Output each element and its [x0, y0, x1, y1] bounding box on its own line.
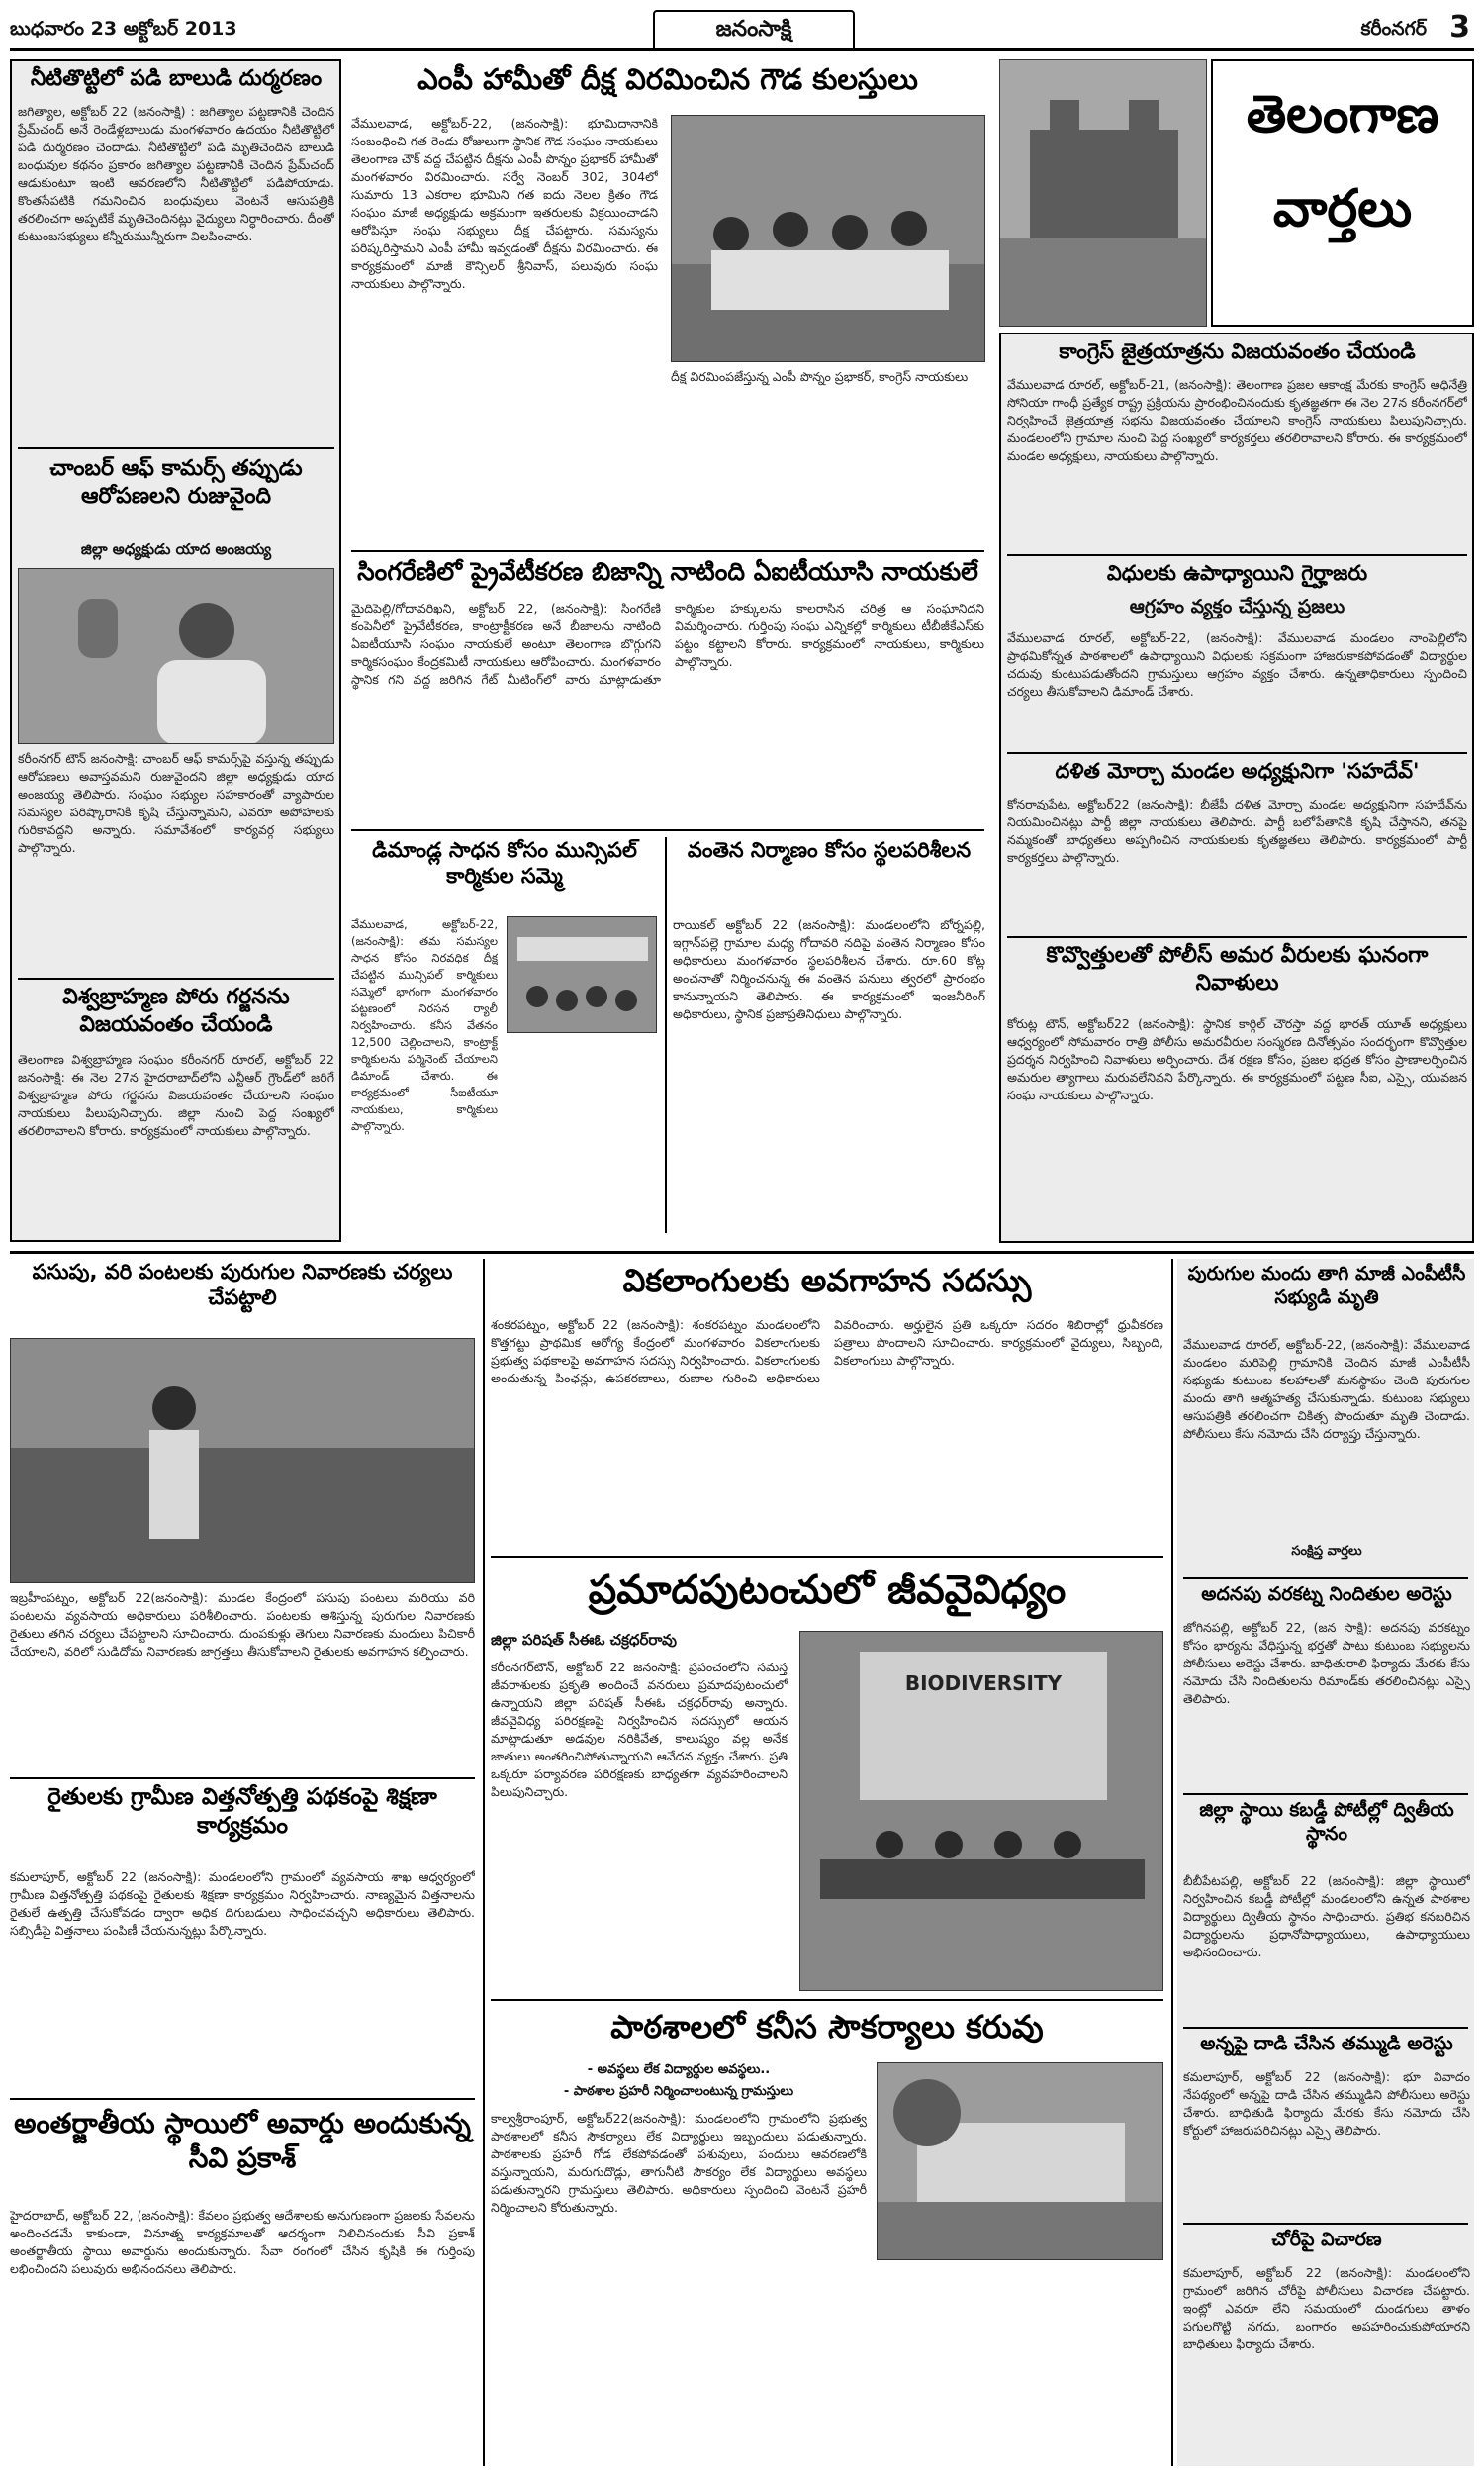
headline: కొవ్వొత్తులతో పోలీస్ అమర వీరులకు ఘనంగా నివాళులు [1046, 943, 1429, 996]
issue-date: బుధవారం 23 అక్టోబర్ 2013 [10, 18, 237, 40]
divider [1007, 554, 1467, 556]
divider [351, 550, 984, 552]
subheadline: - పాఠశాల ప్రహరీ నిర్మించాలంటున్న గ్రామస్తులు [563, 2084, 794, 2099]
headline: వికలాంగులకు అవగాహన సదస్సు [622, 1262, 1032, 1299]
article-body: కోరుట్ల టౌన్, అక్టోబర్22 (జనంసాక్షి): స్థానిక కార్గిల్ చౌరస్తా వద్ద భారత్ యూత్ అధ్యక్షులు ఆధ్వర్యంలో సోమవారం రాత్రి పోలీసు అమరవీరుల సంస్మరణ దినోత్సవం సందర్భంగా కొవ్వొత్తుల ప్రదర్శన నిర్వహించి నివాళులు అర్పించారు. దేశ రక్షణ కోసం, ప్రజల భద్రత కోసం ప్రాణాలర్పించిన అమరుల త్యాగాలు మరువలేనివని పేర్కొన్నారు. ఈ కార్యక్రమంలో పట్టణ సీఐ, ఎస్సై, యువజన సంఘ నాయకులు పాల్గొన్నారు. [1007, 1016, 1467, 1102]
divider [1007, 936, 1467, 938]
divider [1183, 2223, 1468, 2225]
column-divider [665, 837, 667, 1233]
page-header [10, 8, 1474, 51]
article-body: హైదరాబాద్, అక్టోబర్ 22, (జనంసాక్షి): కేవలం ప్రభుత్వ ఆదేశాలకు అనుగుణంగా ప్రజలకు సేవలను అందించడమే కాకుండా, వినూత్న కార్యక్రమాలతో ఆదర్శంగా నిలిచినందుకు సీవి ప్రకాశ్ అంతర్జాతీయ స్థాయి అవార్డును అందుకున్నారు. సేవా రంగంలో చేసిన కృషికి ఈ గుర్తింపు లభించిందని పలువురు అభినందనలు తెలిపారు. [10, 2208, 475, 2276]
article-photo [18, 568, 334, 744]
headline: పసుపు, వరి పంటలకు పురుగుల నివారణకు చర్యలు చేపట్టాలి [32, 1260, 453, 1310]
article-body: కరీంనగర్ టౌన్ జనంసాక్షి: చాంబర్ ఆఫ్ కామర్స్‌పై వస్తున్న తప్పుడు ఆరోపణలు అవాస్తవమని రుజువైందని జిల్లా అధ్యక్షుడు యాద అంజయ్య తెలిపారు. సంఘం సభ్యుల సహకారంతో వ్యాపారుల సమస్యల పరిష్కారానికి కృషి చేస్తున్నామని, ఎవరూ అపోహలకు గురికావద్దని అన్నారు. సమావేశంలో కార్యవర్గ సభ్యులు పాల్గొన్నారు. [18, 751, 334, 855]
divider [18, 978, 334, 980]
headline: వంతెన నిర్మాణం కోసం స్థలపరిశీలన [687, 838, 972, 862]
article-body: రాయికల్ అక్టోబర్ 22 (జనంసాక్షి): మండలంలోని బోర్నపల్లి, ఇగ్గాన్‌పల్లె గ్రామాల మధ్య గోదావరి నదిపై వంతెన నిర్మాణం కోసం అధికారులు మంగళవారం స్థలపరిశీలన చేశారు. రూ.60 కోట్ల అంచనాతో నిర్మించనున్న ఈ వంతెన పనులు త్వరలో ప్రారంభం కానున్నాయని తెలిపారు. ఈ కార్యక్రమంలో ఇంజనీరింగ్ అధికారులు, స్థానిక ప్రజాప్రతినిధులు పాల్గొన్నారు. [673, 917, 985, 1021]
headline: జిల్లా స్థాయి కబడ్డీ పోటీల్లో ద్వితీయ స్థానం [1199, 1799, 1454, 1845]
headline: చాంబర్ ఆఫ్ కామర్స్ తప్పుడు ఆరోపణలని రుజువైంది [49, 456, 303, 509]
article-photo [877, 2062, 1163, 2260]
article-body: వేములవాడ రూరల్, అక్టోబర్-22, (జనంసాక్షి): వేములవాడ మండలం మరిపెల్లి గ్రామానికి చెందిన మాజీ ఎంపీటీసీ సభ్యుడు కుటుంబ కలహాలతో మనస్థాపం చెంది పురుగుల మందు తాగి ఆత్మహత్య చేసుకున్నాడు. కుటుంబ సభ్యులు ఆసుపత్రికి తరలించగా చికిత్స పొందుతూ మృతి చెందాడు. పోలీసులు కేసు నమోదు చేసి దర్యాప్తు చేస్తున్నారు. [1183, 1337, 1470, 1441]
divider [18, 447, 334, 449]
subheadline: - అవస్థలు లేక విద్యార్థుల అవస్థలు.. [587, 2062, 771, 2077]
column-divider [1171, 1259, 1173, 2466]
page-divider [10, 1251, 1474, 1254]
headline: అంతర్జాతీయ స్థాయిలో అవార్డు అందుకున్న సీవి ప్రకాశ్ [14, 2107, 471, 2174]
divider [491, 1556, 1163, 1558]
subheadline: ఆగ్రహం వ్యక్తం చేస్తున్న ప్రజలు [1129, 596, 1345, 618]
school-building-photo-icon [878, 2063, 1163, 2260]
headline: విధులకు ఉపాధ్యాయిని గైర్హాజరు [1106, 561, 1368, 585]
article-body: కోనరావుపేట, అక్టోబర్22 (జనంసాక్షి): బీజేపీ దళిత మోర్చా మండల అధ్యక్షునిగా సహదేవ్‌ను నియమించినట్లు పార్టీ జిల్లా నాయకులు తెలిపారు. పార్టీ బలోపేతానికి కృషి చేస్తానని, తనపై నమ్మకంతో బాధ్యతలు అప్పగించిన నాయకులకు కృతజ్ఞతలు తెలిపారు. కార్యక్రమంలో పార్టీ కార్యకర్తలు పాల్గొన్నారు. [1007, 797, 1467, 865]
article-photo [799, 1631, 1163, 1991]
headline: నీటితొట్టిలో పడి బాలుడి దుర్మరణం [30, 66, 323, 91]
article-photo [507, 916, 657, 1033]
column-divider [483, 1259, 485, 2466]
section-banner-line1: తెలంగాణ [1246, 85, 1439, 144]
headline: సింగరేణిలో ప్రైవేటీకరణ బిజాన్ని నాటింది ఏఐటీయూసి నాయకులే [357, 557, 978, 586]
headline: పురుగుల మందు తాగి మాజీ ఎంపీటీసీ సభ్యుడి మృతి [1187, 1263, 1466, 1308]
headline: అదనపు వరకట్న నిందితుల అరెస్టు [1201, 1583, 1452, 1605]
article-photo [10, 1338, 475, 1583]
divider [351, 829, 984, 831]
protest-photo-icon [508, 917, 657, 1033]
divider [10, 1777, 475, 1779]
article-body: జోగినపల్లి, అక్టోబర్ 22, (జన సాక్షి): అదనపు వరకట్నం కోసం భార్యను వేధిస్తున్న భర్తతో పాటు కుటుంబ సభ్యులను పోలీసులు అరెస్టు చేశారు. బాధితురాలి ఫిర్యాదు మేరకు కేసు నమోదు చేసి నిందితులను రిమాండ్‌కు తరలించినట్లు ఎస్సై తెలిపారు. [1183, 1620, 1470, 1706]
banner-text: BIODIVERSITY [904, 1671, 1063, 1695]
fort-photo [999, 59, 1207, 327]
subheadline: జిల్లా అధ్యక్షుడు యాద అంజయ్య [80, 540, 272, 558]
headline: చోరీపై విచారణ [1271, 2229, 1382, 2250]
article-body: కమలాపూర్, అక్టోబర్ 22 (జనంసాక్షి): భూ వివాదం నేపథ్యంలో అన్నపై దాడి చేసిన తమ్ముడిని పోలీసులు అరెస్టు చేశారు. బాధితుడి ఫిర్యాదు మేరకు కేసు నమోదు చేసి కోర్టులో హాజరుపరిచినట్లు ఎస్సై తెలిపారు. [1183, 2069, 1470, 2138]
article-body: వేములవాడ రూరల్, అక్టోబర్-21, (జనంసాక్షి): తెలంగాణ ప్రజల ఆకాంక్ష మేరకు కాంగ్రెస్ అధినేత్రి సోనియా గాంధీ ప్రత్యేక రాష్ట్ర ప్రక్రియను ప్రారంభించినందుకు కృతజ్ఞతగా ఈ నెల 27న కరీంనగర్‌లో నిర్వహించే జైత్రయాత్ర సభను విజయవంతం చేయాలని కాంగ్రెస్ నాయకులు పిలుపునిచ్చారు. మండలంలోని గ్రామాల నుంచి పెద్ద సంఖ్యలో కార్యకర్తలు తరలిరావాలని కోరారు. ఈ కార్యక్రమంలో మండల అధ్యక్షులు, నాయకులు పాల్గొన్నారు. [1007, 377, 1467, 463]
article-body: వేములవాడ రూరల్, అక్టోబర్-22, (జనంసాక్షి): వేములవాడ మండలం నాంపెల్లిలోని ప్రాథమికోన్నత పాఠశాలలో ఉపాధ్యాయిని విధులకు సక్రమంగా హాజరుకాకపోవడంతో విద్యార్థుల చదువు కుంటుపడుతోందని గ్రామస్తులు ఆగ్రహం వ్యక్తం చేశారు. ఉన్నతాధికారులు స్పందించి చర్యలు తీసుకోవాలని డిమాండ్ చేశారు. [1007, 630, 1467, 699]
headline: విశ్వబ్రాహ్మణ పోరు గర్జనను విజయవంతం చేయండి [62, 985, 290, 1037]
masthead-logo: జనంసాక్షి [653, 10, 855, 51]
fort-icon [1000, 60, 1207, 327]
article-body-continued [877, 2266, 1163, 2466]
headline: దళిత మోర్చా మండల అధ్యక్షునిగా 'సహదేవ్' [1055, 759, 1420, 783]
article-body: కమలాపూర్, అక్టోబర్ 22 (జనంసాక్షి): మండలంలోని గ్రామంలో జరిగిన చోరీపై పోలీసులు విచారణ చేపట్టారు. ఇంట్లో ఎవరూ లేని సమయంలో దుండగులు తాళం పగులగొట్టి నగదు, బంగారం అపహరించుకుపోయారని బాధితులు ఫిర్యాదు చేశారు. [1183, 2265, 1470, 2351]
article-body: కరీంనగర్‌టౌన్, అక్టోబర్ 22 జనంసాక్షి: ప్రపంచంలోని సమస్త జీవరాశులకు ప్రకృతి అందించే వనరులు ప్రమాదపుటంచులో ఉన్నాయని జిల్లా పరిషత్ సీఈఓ చక్రధర్‌రావు అన్నారు. జీవవైవిధ్య పరిరక్షణపై నిర్వహించిన సదస్సులో ఆయన మాట్లాడుతూ అడవుల నరికివేత, కాలుష్యం వల్ల అనేక జాతులు అంతరించిపోతున్నాయని ఆవేదన వ్యక్తం చేశారు. ప్రతి ఒక్కరూ పర్యావరణ పరిరక్షణకు బాధ్యతగా వ్యవహరించాలని పిలుపునిచ్చారు. [491, 1660, 788, 1799]
section-banner-line2: వార్తలు [1272, 179, 1413, 238]
article-body: జగిత్యాల, అక్టోబర్ 22 (జనంసాక్షి) : జగిత్యాల పట్టణానికి చెందిన ప్రేమ్‌చంద్ అనే రెండేళ్లబాలుడు మంగళవారం ఉదయం నీటితొట్టిలో పడి దుర్మరణం చెందాడు. నీటితొట్టిలో పడి మృతిచెందిన బాలుడి బంధువుల కథనం ప్రకారం జగిత్యాల పట్టణానికి చెందిన ప్రేమ్‌చంద్ ఆడుకుంటూ ఇంటి ఆవరణలోని నీటితొట్టిలో పడిపోయాడు. కొంతసేపటికి గమనించిన బంధువులు వెంటనే ఆసుపత్రికి తరలించగా అప్పటికే మృతిచెందినట్లు వైద్యులు నిర్ధారించారు. దీంతో కుటుంబసభ్యులు కన్నీరుమున్నీరుగా విలపించారు. [18, 104, 334, 243]
farm-field-photo-icon [11, 1339, 475, 1583]
edition-district: కరీంనగర్ [1360, 18, 1427, 40]
divider [10, 2098, 475, 2100]
headline: అన్నపై దాడి చేసిన తమ్ముడి అరెస్టు [1200, 2033, 1453, 2054]
headline: రైతులకు గ్రామీణ విత్తనోత్పత్తి పథకంపై శిక్షణా కార్యక్రమం [47, 1784, 437, 1839]
article-body: ఇబ్రహీంపట్నం, అక్టోబర్ 22(జనంసాక్షి): మండల కేంద్రంలో పసుపు పంటలు మరియు వరి పంటలను వ్యవసాయ అధికారులు పరిశీలించారు. పంటలకు ఆశిస్తున్న పురుగుల నివారణకు రైతులు తగిన చర్యలు చేపట్టాలని సూచించారు. దుంపకుళ్లు తెగులు నివారణకు మందులు పిచికారీ చేయాలని, వరిలో సుడిదోమ నివారణకు జాగ్రత్తలు తీసుకోవాలని రైతులకు అవగాహన కల్పించారు. [10, 1590, 475, 1659]
article-body: శంకరపట్నం, అక్టోబర్ 22 (జనంసాక్షి): శంకరపట్నం మండలంలోని కొత్తగట్టు ప్రాథమిక ఆరోగ్య కేంద్రంలో మంగళవారం వికలాంగులకు ప్రభుత్వ పథకాలపై అవగాహన సదస్సు నిర్వహించారు. వికలాంగులకు అందుతున్న పింఛన్లు, ఉపకరణాలు, రుణాల గురించి అధికారులు వివరించారు. అర్హులైన ప్రతి ఒక్కరూ సదరం శిబిరాల్లో ధ్రువీకరణ పత్రాలు పొందాలని సూచించారు. కార్యక్రమంలో వైద్యులు, సిబ్బంది, వికలాంగులు పాల్గొన్నారు. [491, 1317, 1163, 1385]
article-body: తెలంగాణ విశ్వబ్రాహ్మణ సంఘం కరీంనగర్ రూరల్, అక్టోబర్ 22 జనంసాక్షి: ఈ నెల 27న హైదరాబాద్‌లోని ఎన్టీఆర్ గ్రౌండ్‌లో జరిగే విశ్వబ్రాహ్మణ పోరు గర్జనను విజయవంతం చేయాలని సంఘం నాయకులు పిలుపునిచ్చారు. జిల్లా నుంచి పెద్ద సంఖ్యలో తరలిరావాలని కోరారు. కార్యక్రమంలో నాయకులు పాల్గొన్నారు. [18, 1052, 334, 1138]
article-photo [671, 115, 985, 362]
divider [1007, 752, 1467, 754]
article-body: వేములవాడ, అక్టోబర్-22, (జనంసాక్షి): భూమిదానానికి సంబంధించి గత రెండు రోజులుగా స్థానిక గౌడ సంఘం నాయకులు తెలంగాణ చౌక్ వద్ద చేపట్టిన దీక్షను ఎంపీ పొన్నం ప్రభాకర్ హామీతో మంగళవారం విరమించారు. సర్వే నెంబర్ 302, 304లో సుమారు 13 ఎకరాల భూమిని గత ఐదు నెలల క్రితం గౌడ సంఘం మాజీ అధ్యక్షుడు అక్రమంగా ఇతరులకు విక్రయించాడని ఆరోపిస్తూ సంఘ సభ్యులు దీక్ష చేపట్టారు. సమస్యను పరిష్కరిస్తామని ఎంపీ హామీ ఇవ్వడంతో దీక్షను విరమించారు. ఈ కార్యక్రమంలో మాజీ కౌన్సిలర్ శ్రీనివాస్, పలువురు సంఘ నాయకులు పాల్గొన్నారు. [351, 116, 658, 291]
headline: ప్రమాదపుటంచులో జీవవైవిధ్యం [588, 1568, 1067, 1613]
divider [491, 1999, 1163, 2001]
divider [1183, 1577, 1468, 1579]
photo-caption: దీక్ష విరమింపజేస్తున్న ఎంపీ పొన్నం ప్రభాకర్, కాంగ్రెస్ నాయకులు [671, 369, 969, 384]
headline: డిమాండ్ల సాధన కోసం మున్సిపల్ కార్మికుల సమ్మె [372, 838, 637, 889]
section-banner [1211, 59, 1474, 327]
article-body: వేములవాడ, అక్టోబర్-22, (జనంసాక్షి): తమ సమస్యల సాధన కోసం నిరవధిక దీక్ష చేపట్టిన మున్సిపల్ కార్మికులు సమ్మెలో భాగంగా మంగళవారం పట్టణంలో నిరసన ర్యాలీ నిర్వహించారు. కనీస వేతనం 12,500 చెల్లించాలని, కాంట్రాక్ట్ కార్మికులను పర్మినెంట్ చేయాలని డిమాండ్ చేశారు. ఈ కార్యక్రమంలో సీఐటీయూ నాయకులు, కార్మికులు పాల్గొన్నారు. [351, 917, 498, 1133]
headline: పాఠశాలలో కనీస సౌకర్యాలు కరువు [610, 2008, 1044, 2046]
section-label: సంక్షిప్త వార్తలు [1291, 1544, 1362, 1559]
headline: ఎంపీ హామీతో దీక్ష విరమించిన గౌడ కులస్తులు [417, 62, 918, 96]
article-body: బీబీపేటపల్లి, అక్టోబర్ 22 (జనంసాక్షి): జిల్లా స్థాయిలో నిర్వహించిన కబడ్డీ పోటీల్లో మండలంలోని ఉన్నత పాఠశాల విద్యార్థులు ద్వితీయ స్థానం సాధించారు. ప్రతిభ కనబరిచిన విద్యార్థులను ప్రధానోపాధ్యాయులు, ఉపాధ్యాయులు అభినందించారు. [1183, 1873, 1470, 1959]
person-portrait-icon [19, 569, 334, 744]
article-body: మైదిపెల్లి/గోదావరిఖని, అక్టోబర్ 22, (జనంసాక్షి): సింగరేణి కంపెనీలో ప్రైవేటీకరణ, కాంట్రాక్టీకరణ అనే బీజాలను నాటింది ఏఐటీయూసి సంఘం నాయకులే అంటూ తెలంగాణ బొగ్గుగని కార్మికసంఘం కేంద్రకమిటీ నాయకులు ఆరోపించారు. మంగళవారం స్థానిక గని వద్ద జరిగిన గేట్ మీటింగ్‌లో వారు మాట్లాడుతూ కార్మికుల హక్కులను కాలరాసిన చరిత్ర ఆ సంఘానిదని విమర్శించారు. గుర్తింపు సంఘ ఎన్నికల్లో కార్మికులు టీబీజీకేఎస్‌కు పట్టం కట్టాలని కోరారు. కార్యక్రమంలో నాయకులు, కార్మికులు పాల్గొన్నారు. [351, 601, 984, 687]
divider [1183, 1793, 1468, 1795]
article-body: కమలాపూర్, అక్టోబర్ 22 (జనంసాక్షి): మండలంలోని గ్రామంలో వ్యవసాయ శాఖ ఆధ్వర్యంలో గ్రామీణ విత్తనోత్పత్తి పథకంపై రైతులకు శిక్షణా కార్యక్రమం నిర్వహించారు. నాణ్యమైన విత్తనాలను రైతులే ఉత్పత్తి చేసుకోవడం ద్వారా అధిక దిగుబడులు సాధించవచ్చని అధికారులు తెలిపారు. సబ్సిడీపై విత్తనాలు పంపిణీ చేయనున్నట్లు పేర్కొన్నారు. [10, 1869, 475, 1938]
article-body: కాల్వశ్రీరాంపూర్, అక్టోబర్22(జనంసాక్షి): మండలంలోని గ్రామంలోని ప్రభుత్వ పాఠశాలలో కనీస సౌకర్యాలు లేక విద్యార్థులు ఇబ్బందులు పడుతున్నారు. పాఠశాలకు ప్రహరీ గోడ లేకపోవడంతో పశువులు, పందులు ఆవరణలోకి వస్తున్నాయని, మరుగుదొడ్లు, తాగునీటి సౌకర్యం లేక విద్యార్థులు అవస్థలు పడుతున్నారని గ్రామస్తులు తెలిపారు. అధికారులు స్పందించి వెంటనే ప్రహరీ నిర్మించాలని కోరుతున్నారు. [491, 2111, 867, 2215]
subheadline: జిల్లా పరిషత్ సీఈఓ చక్రధర్‌రావు [491, 1631, 677, 1649]
group-photo-icon [672, 116, 985, 362]
page-number: 3 [1449, 10, 1470, 45]
headline: కాంగ్రెస్ జైత్రయాత్రను విజయవంతం చేయండి [1059, 339, 1416, 363]
divider [1183, 2027, 1468, 2029]
